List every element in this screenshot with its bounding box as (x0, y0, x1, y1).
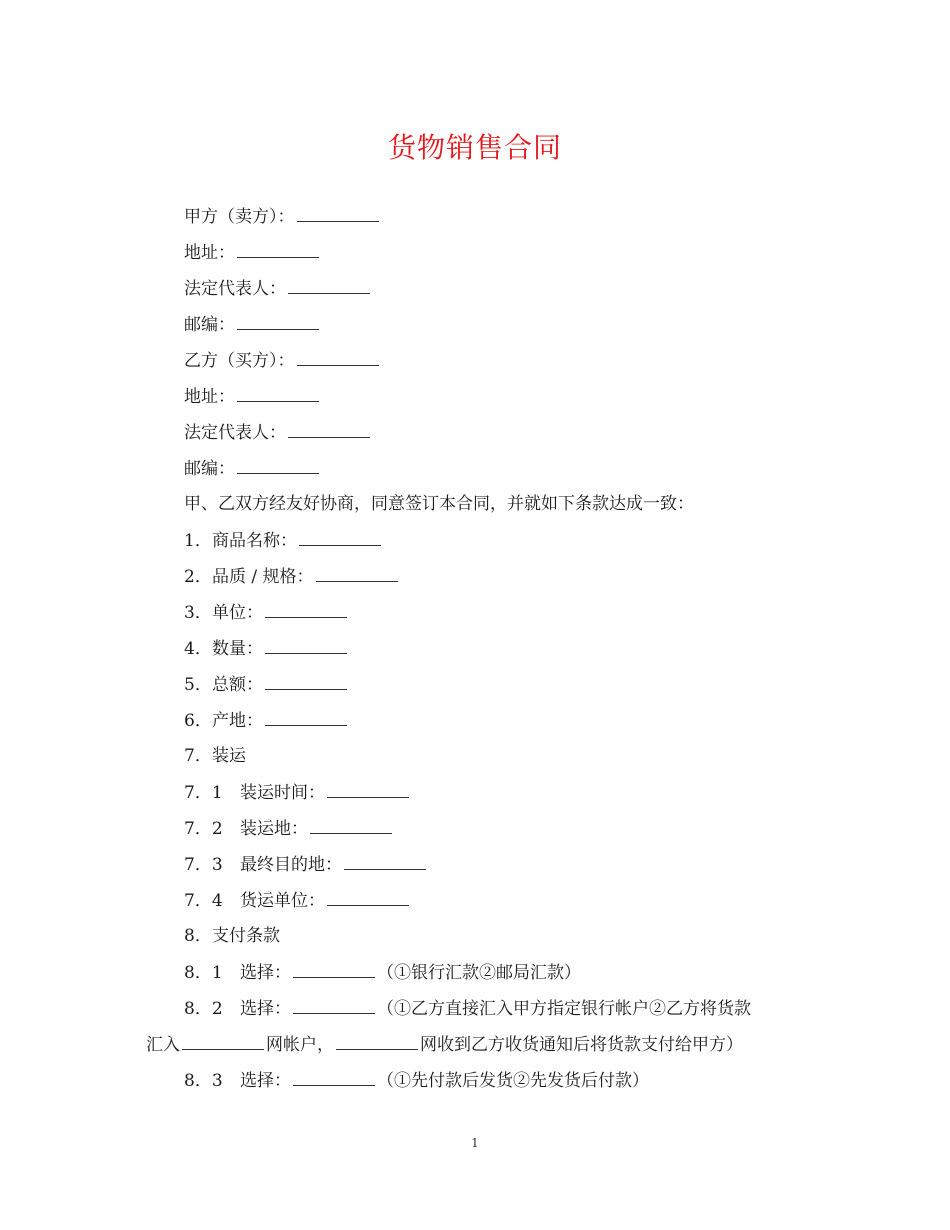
item-label: 品质 / 规格： (212, 567, 314, 587)
item-number: 1． (184, 531, 212, 551)
party-b-rep-line (184, 420, 372, 445)
payment-continuation-line (146, 1032, 743, 1057)
party-b-address-blank[interactable] (237, 384, 319, 402)
payment-note: （①银行汇款②邮局汇款） (377, 963, 581, 983)
payment-heading: 支付条款 (212, 926, 280, 946)
shipping-label: 货运单位： (240, 891, 325, 911)
shipping-line (184, 816, 394, 841)
item-label: 产地： (212, 711, 263, 731)
payment-cont-text-a: 汇入 (146, 1035, 180, 1055)
party-a-rep-line (184, 276, 372, 301)
party-a-address-line (184, 240, 321, 265)
party-b-zip-line (184, 456, 321, 481)
item-number: 3． (184, 603, 212, 623)
item-label: 装运 (212, 746, 246, 766)
party-a-rep-label: 法定代表人： (184, 279, 286, 299)
item-line (184, 672, 349, 697)
item-line (184, 528, 383, 553)
payment-note: （①先付款后发货②先发货后付款） (377, 1071, 649, 1091)
party-b-line (184, 348, 381, 373)
party-a-rep-blank[interactable] (288, 276, 370, 294)
payment-cont-text-c: 网收到乙方收货通知后将货款支付给甲方） (420, 1035, 743, 1055)
payment-line (184, 996, 751, 1021)
party-a-address-label: 地址： (184, 243, 235, 263)
item-line (184, 744, 246, 768)
payment-cont-blank-a[interactable] (182, 1032, 264, 1050)
item-line (184, 564, 400, 589)
party-a-label: 甲方（卖方）： (184, 207, 295, 227)
party-b-zip-blank[interactable] (237, 456, 319, 474)
item-blank[interactable] (265, 672, 347, 690)
party-a-address-blank[interactable] (237, 240, 319, 258)
payment-heading-number: 8． (184, 926, 212, 946)
party-a-zip-line (184, 312, 321, 337)
item-line (184, 636, 349, 661)
payment-blank[interactable] (293, 960, 375, 978)
item-blank[interactable] (316, 564, 398, 582)
payment-blank[interactable] (293, 996, 375, 1014)
payment-label: 选择： (240, 963, 291, 983)
payment-cont-text-b: 网帐户， (266, 1035, 334, 1055)
party-b-address-label: 地址： (184, 387, 235, 407)
shipping-blank[interactable] (327, 888, 409, 906)
payment-number: 8．1 (184, 963, 223, 983)
document-title: 货物销售合同 (387, 131, 562, 164)
payment-line (184, 960, 581, 985)
item-label: 数量： (212, 639, 263, 659)
item-blank[interactable] (265, 708, 347, 726)
shipping-number: 7．1 (184, 783, 223, 803)
payment-number: 8．3 (184, 1071, 223, 1091)
payment-label: 选择： (240, 1071, 291, 1091)
item-number: 5． (184, 675, 212, 695)
party-a-line (184, 204, 381, 229)
shipping-line (184, 888, 411, 913)
party-b-blank[interactable] (297, 348, 379, 366)
payment-blank[interactable] (293, 1068, 375, 1086)
item-blank[interactable] (265, 600, 347, 618)
shipping-number: 7．4 (184, 891, 223, 911)
item-blank[interactable] (265, 636, 347, 654)
item-label: 总额： (212, 675, 263, 695)
shipping-number: 7．3 (184, 855, 223, 875)
party-a-blank[interactable] (297, 204, 379, 222)
party-b-rep-blank[interactable] (288, 420, 370, 438)
party-b-label: 乙方（买方）： (184, 351, 295, 371)
item-label: 商品名称： (212, 531, 297, 551)
party-a-zip-label: 邮编： (184, 315, 235, 335)
party-b-address-line (184, 384, 321, 409)
item-number: 4． (184, 639, 212, 659)
shipping-number: 7．2 (184, 819, 223, 839)
shipping-blank[interactable] (344, 852, 426, 870)
shipping-blank[interactable] (327, 780, 409, 798)
item-line (184, 708, 349, 733)
payment-heading-line (184, 924, 280, 948)
payment-label: 选择： (240, 999, 291, 1019)
payment-line (184, 1068, 649, 1093)
page-number: 1 (471, 1136, 479, 1150)
payment-note: （①乙方直接汇入甲方指定银行帐户②乙方将货款 (377, 999, 751, 1019)
shipping-label: 装运时间： (240, 783, 325, 803)
item-number: 2． (184, 567, 212, 587)
item-blank[interactable] (299, 528, 381, 546)
payment-number: 8．2 (184, 999, 223, 1019)
shipping-label: 最终目的地： (240, 855, 342, 875)
party-b-zip-label: 邮编： (184, 459, 235, 479)
shipping-line (184, 852, 428, 877)
item-number: 6． (184, 711, 212, 731)
agreement-text: 甲、乙双方经友好协商，同意签订本合同，并就如下条款达成一致： (184, 494, 694, 514)
shipping-line (184, 780, 411, 805)
shipping-blank[interactable] (310, 816, 392, 834)
agreement-line (184, 492, 694, 516)
shipping-label: 装运地： (240, 819, 308, 839)
item-line (184, 600, 349, 625)
party-a-zip-blank[interactable] (237, 312, 319, 330)
party-b-rep-label: 法定代表人： (184, 423, 286, 443)
item-label: 单位： (212, 603, 263, 623)
item-number: 7． (184, 746, 212, 766)
payment-cont-blank-b[interactable] (336, 1032, 418, 1050)
